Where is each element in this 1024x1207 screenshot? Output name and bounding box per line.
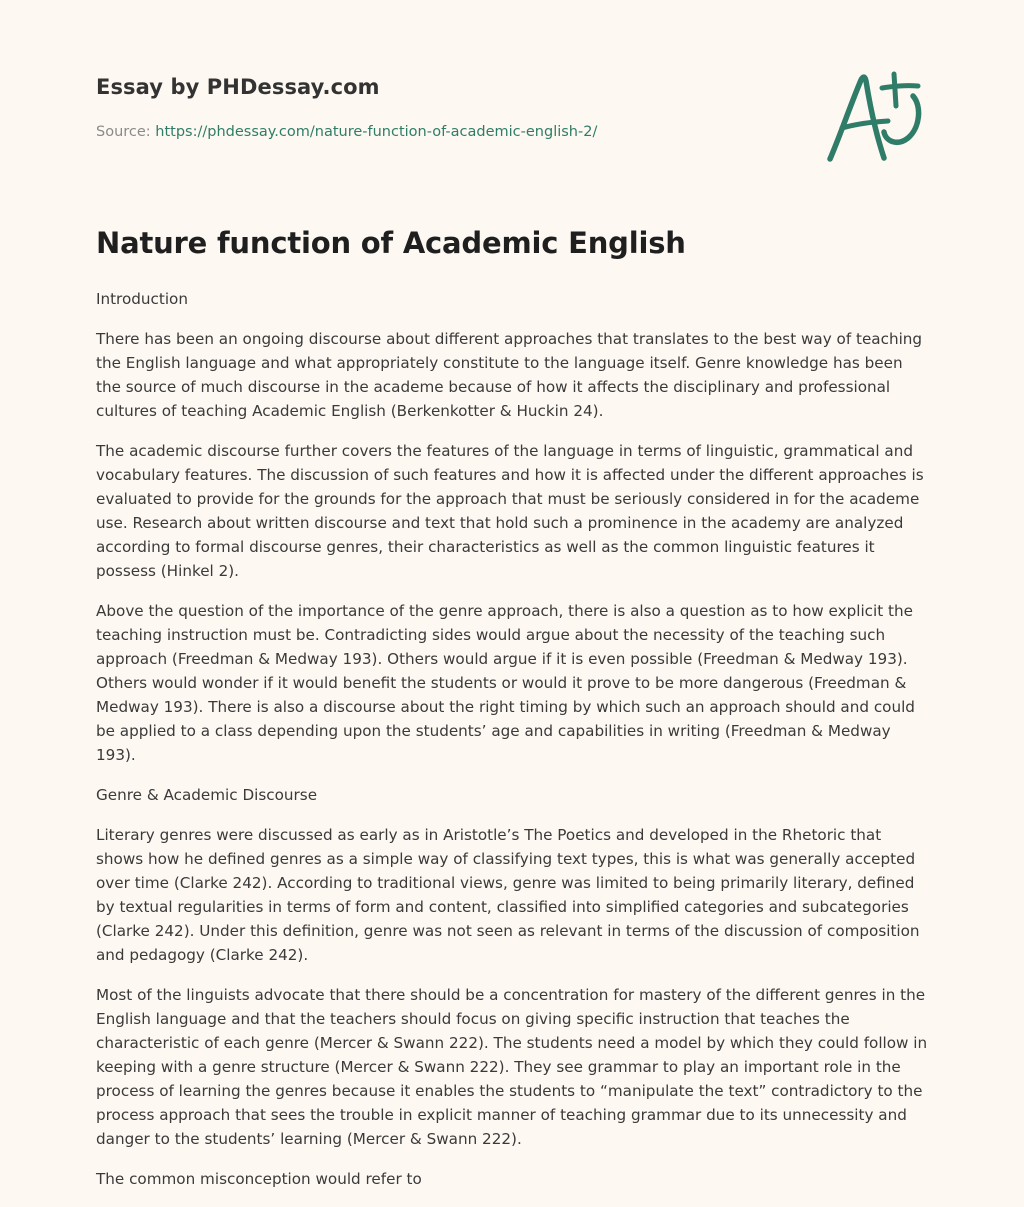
section-heading-genre-academic-discourse: Genre & Academic Discourse [96,786,318,804]
site-title: Essay by PHDessay.com [96,75,380,99]
source-line [96,124,597,140]
paragraph: Above the question of the importance of the genre approach, there is also a question as to how explicit the teaching instruction must be. Contradicting sides would argue about the necessity of the teaching such approach (Freedman & Medway 193). Others would argue if it is even possible (Freedman & Medway 193). Others would wonder if it would benefit the students or would it prove to be more dangerous (Freedman & Medway 193). There is also a discourse about the right timing by which such an approach should and could be applied to a class depending upon the students’ age and capabilities in writing (Freedman & Medway 193). [96,602,915,764]
paragraph: The academic discourse further covers the features of the language in terms of linguistic, grammatical and vocabulary features. The discussion of such features and how it is affected under the different approaches is evaluated to provide for the grounds for the approach that must be seriously considered in for the academe use. Research about written discourse and text that hold such a prominence in the academy are analyzed according to formal discourse genres, their characteristics as well as the common linguistic features it possess (Hinkel 2). [96,442,924,580]
paragraph: There has been an ongoing discourse about different approaches that translates to the best way of teaching the English language and what appropriately constitute to the language itself. Genre knowledge has been the source of much discourse in the academe because of how it affects the disciplinary and professional cultures of teaching Academic English (Berkenkotter & Huckin 24). [96,330,923,420]
paragraph: Most of the linguists advocate that there should be a concentration for mastery of the different genres in the English language and that the teachers should focus on giving specific instruction that teaches the characteristic of each genre (Mercer & Swann 222). The students need a model by which they could follow in keeping with a genre structure (Mercer & Swann 222). They see grammar to play an important role in the process of learning the genres because it enables the students to “manipulate the text” contradictory to the process approach that sees the trouble in explicit manner of teaching grammar due to its unnecessity and danger to the students’ learning (Mercer & Swann 222). [96,986,928,1148]
source-link[interactable]: https://phdessay.com/nature-function-of-academic-english-2/ [155,124,598,140]
paragraph: Literary genres were discussed as early as in Aristotle’s The Poetics and developed in the Rhetoric that shows how he defined genres as a simple way of classifying text types, this is what was generally accepted over time (Clarke 242). According to traditional views, genre was limited to being primarily literary, defined by textual regularities in terms of form and content, classified into simplified categories and subcategories (Clarke 242). Under this definition, genre was not seen as relevant in terms of the discussion of composition and pedagogy (Clarke 242). [96,826,920,964]
essay-body [96,287,932,1207]
section-heading-introduction: Introduction [96,290,188,308]
a-plus-logo-icon [818,66,930,166]
source-label: Source: [96,124,151,140]
essay-title: Nature function of Academic English [96,226,686,260]
paragraph: The common misconception would refer to [96,1170,422,1188]
